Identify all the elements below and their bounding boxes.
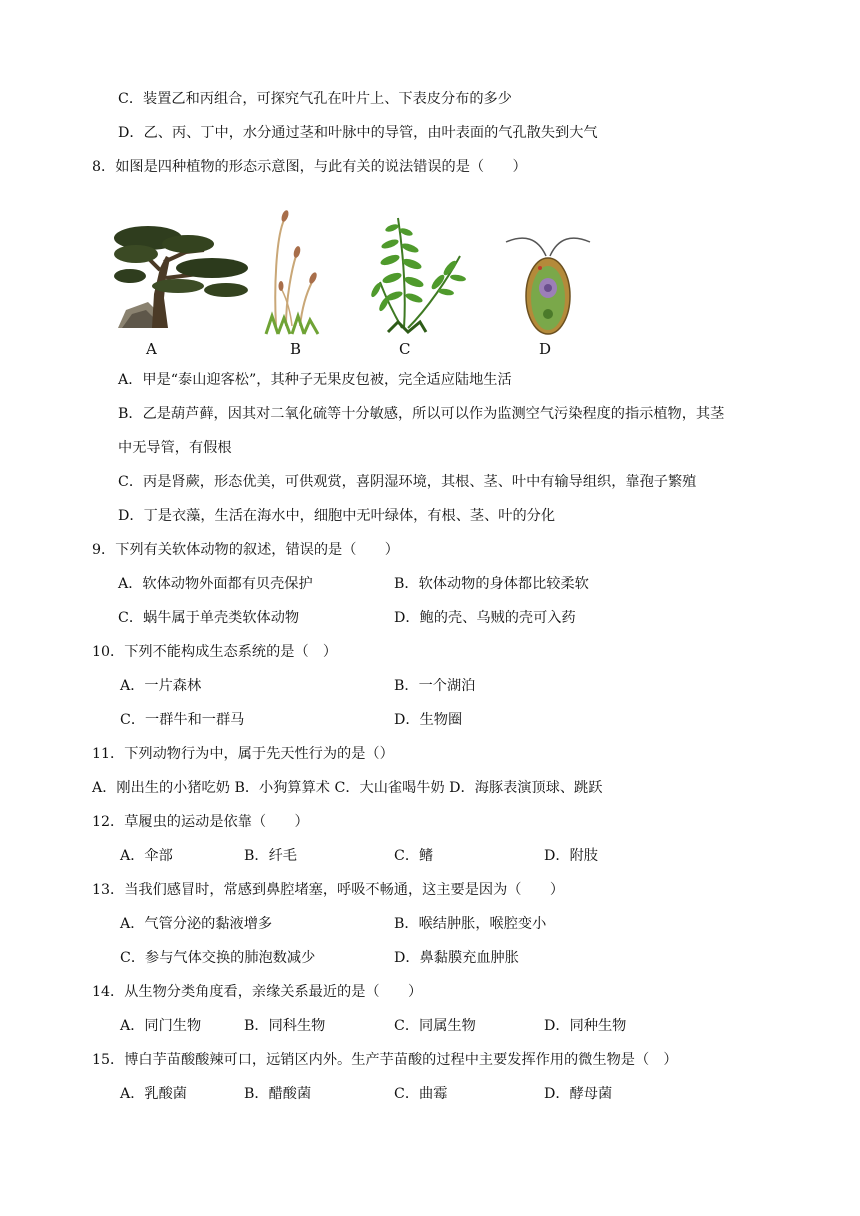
chlamydomonas-image [506, 238, 590, 334]
q13-option-d: D．鼻黏膜充血肿胀 [394, 950, 519, 966]
q12-stem: 12．草履虫的运动是依靠（ ） [92, 814, 309, 830]
q14-option-a: A．同门生物 [120, 1018, 202, 1034]
q7-option-d: D．乙、丙、丁中，水分通过茎和叶脉中的导管，由叶表面的气孔散失到大气 [118, 125, 598, 141]
plants-figure [108, 198, 608, 360]
q14-option-c: C．同属生物 [394, 1018, 476, 1034]
q15-option-b: B．醋酸菌 [244, 1086, 312, 1102]
q12-option-a: A．伞部 [120, 848, 173, 864]
figure-label-c: C [399, 340, 411, 358]
q12-option-b: B．纤毛 [244, 848, 297, 864]
q8-stem: 8．如图是四种植物的形态示意图，与此有关的说法错误的是（ ） [92, 159, 527, 175]
q13-stem: 13．当我们感冒时，常感到鼻腔堵塞，呼吸不畅通，这主要是因为（ ） [92, 882, 565, 898]
q13-option-c: C．参与气体交换的肺泡数减少 [120, 950, 316, 966]
fern-image [369, 218, 466, 332]
q14-option-b: B．同科生物 [244, 1018, 326, 1034]
figure-label-a: A [146, 340, 157, 358]
q9-option-c: C．蜗牛属于单壳类软体动物 [118, 610, 300, 626]
q8-option-d: D．丁是衣藻，生活在海水中，细胞中无叶绿体，有根、茎、叶的分化 [118, 508, 556, 524]
q15-option-d: D．酵母菌 [544, 1086, 613, 1102]
q11-options: A．刚出生的小猪吃奶 B．小狗算算术 C．大山雀喝牛奶 D．海豚表演顶球、跳跃 [92, 780, 603, 796]
q10-option-b: B．一个湖泊 [394, 678, 476, 694]
figure-label-d: D [539, 340, 552, 358]
q9-stem: 9．下列有关软体动物的叙述，错误的是（ ） [92, 542, 399, 558]
q14-stem: 14．从生物分类角度看，亲缘关系最近的是（ ） [92, 984, 423, 1000]
q10-option-a: A．一片森林 [120, 678, 202, 694]
figure-label-b: B [290, 340, 302, 358]
q10-option-d: D．生物圈 [394, 712, 463, 728]
q8-option-c: C．丙是肾蕨，形态优美，可供观赏，喜阴湿环境，其根、茎、叶中有输导组织，靠孢子繁殖 [118, 474, 697, 490]
q15-stem: 15．博白芋苗酸酸辣可口，远销区内外。生产芋苗酸的过程中主要发挥作用的微生物是（ ） [92, 1052, 678, 1068]
q14-option-d: D．同种生物 [544, 1018, 627, 1034]
q12-option-c: C．鳍 [394, 848, 434, 864]
q11-stem: 11．下列动物行为中，属于先天性行为的是（） [92, 746, 394, 762]
q7-option-c: C．装置乙和丙组合，可探究气孔在叶片上、下表皮分布的多少 [118, 91, 512, 107]
q8-option-b-line2: 中无导管，有假根 [118, 440, 232, 456]
q15-option-c: C．曲霉 [394, 1086, 448, 1102]
q13-option-a: A．气管分泌的黏液增多 [120, 916, 273, 932]
q13-option-b: B．喉结肿胀，喉腔变小 [394, 916, 547, 932]
pine-tree-image [114, 226, 248, 328]
q10-stem: 10．下列不能构成生态系统的是（ ） [92, 644, 338, 660]
q10-option-c: C．一群牛和一群马 [120, 712, 245, 728]
q15-option-a: A．乳酸菌 [120, 1086, 187, 1102]
q9-option-b: B．软体动物的身体都比较柔软 [394, 576, 589, 592]
q12-option-d: D．附肢 [544, 848, 598, 864]
q9-option-a: A．软体动物外面都有贝壳保护 [118, 576, 313, 592]
q8-option-a: A．甲是“泰山迎客松”，其种子无果皮包被，完全适应陆地生活 [118, 372, 512, 388]
moss-image [266, 209, 318, 334]
q8-option-b-line1: B．乙是葫芦藓，因其对二氧化硫等十分敏感，所以可以作为监测空气污染程度的指示植物，其茎 [118, 406, 725, 422]
q9-option-d: D．鲍的壳、乌贼的壳可入药 [394, 610, 576, 626]
